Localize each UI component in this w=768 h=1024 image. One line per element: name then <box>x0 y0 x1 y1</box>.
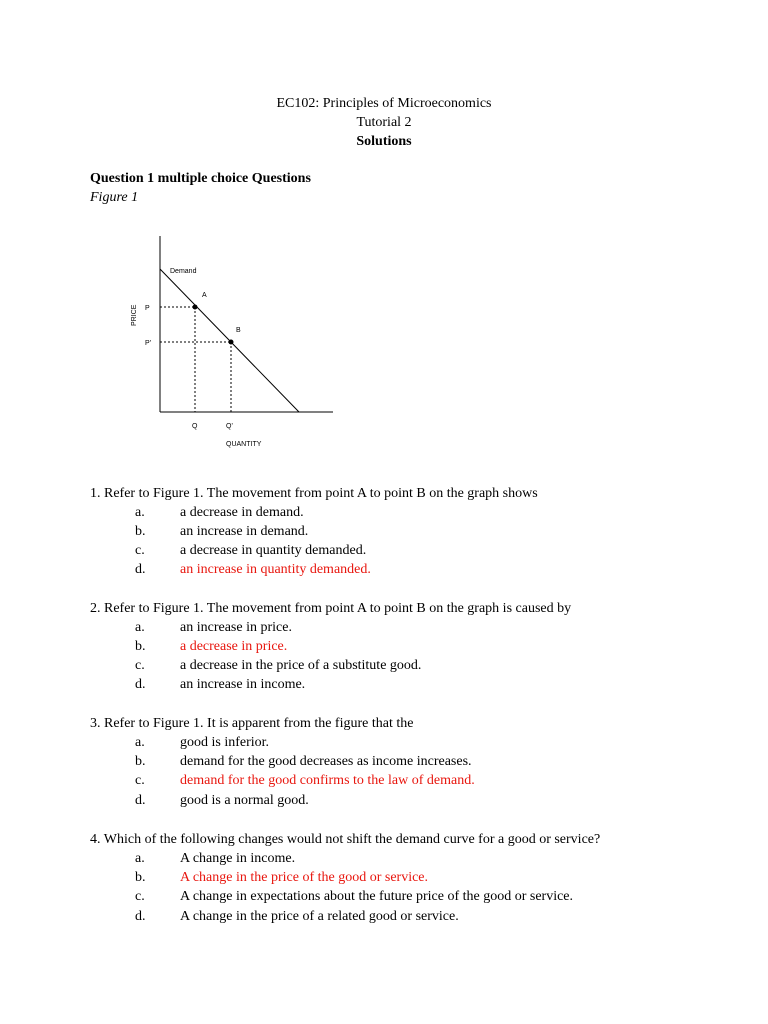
x-axis-label: QUANTITY <box>226 441 262 448</box>
point-a-marker <box>193 305 198 310</box>
tutorial-title: Tutorial 2 <box>356 115 412 130</box>
figure-1-graph <box>0 0 768 460</box>
demand-curve-label: Demand <box>170 268 197 275</box>
price-p-label: P <box>145 305 150 312</box>
point-b-label: B <box>236 327 241 334</box>
qty-q-prime-label: Q' <box>226 423 233 430</box>
question-2-text: 2. Refer to Figure 1. The movement from point A to point B on the graph is caused by <box>90 601 572 616</box>
solutions-title: Solutions <box>356 134 412 149</box>
price-p-prime-label: P' <box>145 340 152 347</box>
section-heading: Question 1 multiple choice Questions <box>90 171 311 186</box>
figure-label: Figure 1 <box>90 190 139 205</box>
point-b-marker <box>229 340 234 345</box>
document-page: EC102: Principles of Microeconomics Tutorial 2 Solutions Question 1 multiple choice Questions Figure 1 Demand A B P P' Q Q' QUANTITY PRICE 1. Refer to Figure 1. The movement from point A to point B on the graph shows a. a decrease in demand. b. an increase in demand. c. a decrease in quantity demanded. d. an increase in quantity demanded. 2. Refer to Figure 1. The movement from point A to point B on the graph is caused by a. an increase in price. b. a decrease in price. c. a decrease in the price of a substitute good. d. an increase in income. 3. Refer to Figure 1. It is apparent from the figure that the a. good is inferior. b. demand for the good decreases as income increases. c. demand for the good confirms to the law of demand. d. good is a normal good. 4. Which of the following changes would not shift the demand curve for a good or service? a. A change in income. b. A change in the price of the good or service. c. A change in expectations about the future price of the good or service. d. A change in the price of a related good or service. <box>0 0 768 1024</box>
course-title: EC102: Principles of Microeconomics <box>276 96 492 111</box>
point-a-label: A <box>202 292 207 299</box>
question-4-text: 4. Which of the following changes would not shift the demand curve for a good or service? <box>90 832 601 847</box>
y-axis-label: PRICE <box>131 304 138 326</box>
qty-q-label: Q <box>192 423 198 430</box>
question-3-text: 3. Refer to Figure 1. It is apparent from the figure that the <box>90 716 414 731</box>
question-1-text: 1. Refer to Figure 1. The movement from point A to point B on the graph shows <box>90 486 538 501</box>
